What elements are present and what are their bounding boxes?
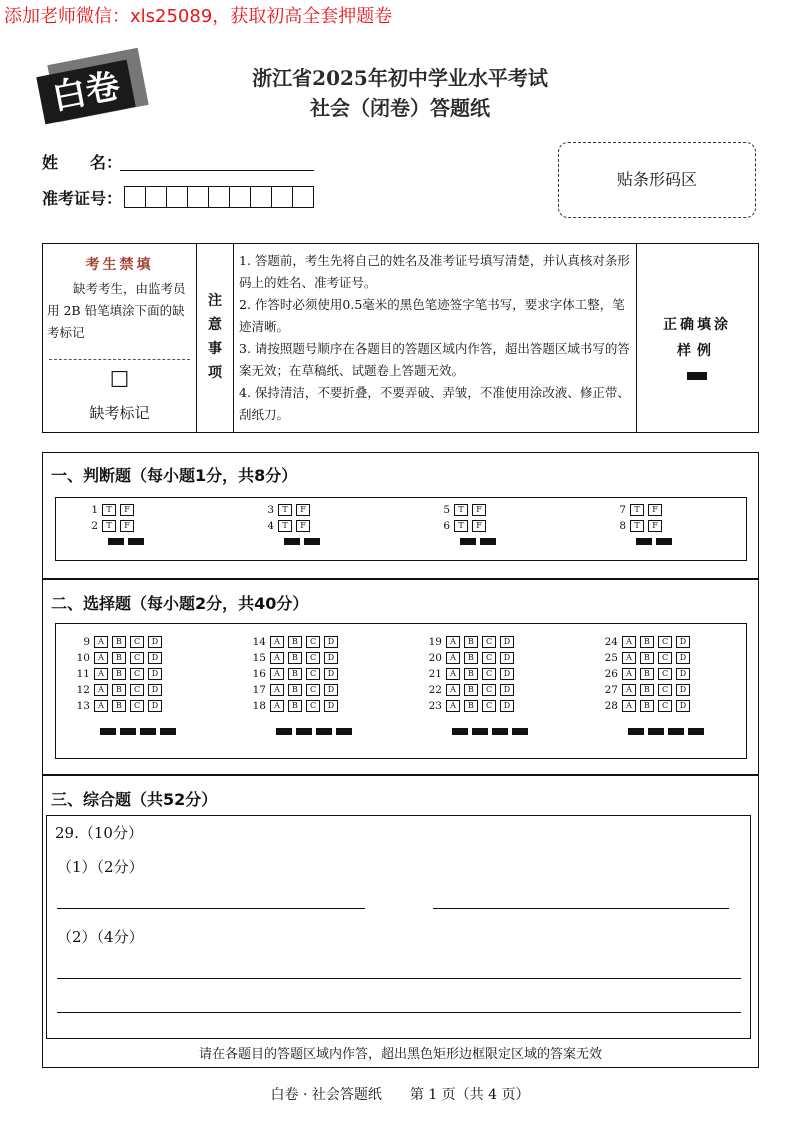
question-number: 8 xyxy=(619,520,626,532)
mc-question-row xyxy=(422,652,518,664)
notes-title: 注意事项 xyxy=(208,293,222,381)
mc-question-row xyxy=(422,668,518,680)
answer-bubble[interactable]: F xyxy=(472,504,486,516)
mc-question-row xyxy=(70,652,166,664)
answer-bubble[interactable]: F xyxy=(296,504,310,516)
question-number: 27 xyxy=(604,684,618,696)
answer-bubble[interactable]: C xyxy=(658,668,672,680)
answer-bubble[interactable]: B xyxy=(464,684,478,696)
answer-bubble[interactable]: A xyxy=(94,700,108,712)
answer-bubble[interactable]: A xyxy=(446,700,460,712)
answer-bubble[interactable]: B xyxy=(464,652,478,664)
answer-bubble[interactable]: B xyxy=(464,700,478,712)
question-number: 23 xyxy=(428,700,442,712)
answer-bubble[interactable]: B xyxy=(288,668,302,680)
answer-bubble[interactable]: B xyxy=(288,684,302,696)
boundary-note: 请在各题目的答题区域内作答，超出黑色矩形边框限定区域的答案无效 xyxy=(198,1047,602,1062)
answer-bubble[interactable]: C xyxy=(130,636,144,648)
mc-question-row xyxy=(70,668,166,680)
mc-question-row xyxy=(422,684,518,696)
answer-bubble[interactable]: C xyxy=(306,652,320,664)
q29-part2-line-b[interactable] xyxy=(57,1012,741,1013)
answer-bubble[interactable]: B xyxy=(640,684,654,696)
question-number: 1 xyxy=(91,504,98,516)
answer-bubble[interactable]: B xyxy=(288,700,302,712)
answer-bubble[interactable]: F xyxy=(120,504,134,516)
q29-answer-box xyxy=(46,815,751,1039)
answer-bubble[interactable]: A xyxy=(446,668,460,680)
timing-marks xyxy=(276,728,356,735)
tf-question-row xyxy=(606,520,666,532)
answer-bubble[interactable]: B xyxy=(640,636,654,648)
answer-bubble[interactable]: C xyxy=(306,684,320,696)
answer-bubble[interactable]: B xyxy=(288,652,302,664)
answer-bubble[interactable]: T xyxy=(102,504,116,516)
answer-bubble[interactable]: D xyxy=(324,668,338,680)
answer-bubble[interactable]: A xyxy=(270,700,284,712)
question-number: 13 xyxy=(76,700,90,712)
answer-bubble[interactable]: D xyxy=(500,700,514,712)
answer-bubble[interactable]: D xyxy=(324,652,338,664)
timing-marks xyxy=(636,538,676,545)
question-number: 5 xyxy=(443,504,450,516)
question-number: 21 xyxy=(428,668,442,680)
section1-title: 一、判断题（每小题1分，共8分） xyxy=(51,466,298,485)
q29-part1-line-a[interactable] xyxy=(57,908,365,909)
question-number: 17 xyxy=(252,684,266,696)
mc-question-row xyxy=(70,684,166,696)
notes-list xyxy=(239,250,631,426)
question-number: 14 xyxy=(252,636,266,648)
mc-question-row xyxy=(246,668,342,680)
answer-bubble[interactable]: C xyxy=(482,684,496,696)
answer-bubble[interactable]: D xyxy=(676,636,690,648)
answer-bubble[interactable]: D xyxy=(148,684,162,696)
answer-bubble[interactable]: D xyxy=(148,668,162,680)
answer-bubble[interactable]: D xyxy=(324,700,338,712)
section-true-false xyxy=(42,452,759,580)
question-number: 25 xyxy=(604,652,618,664)
answer-bubble[interactable]: T xyxy=(454,504,468,516)
id-number-boxes[interactable] xyxy=(124,186,314,208)
sample-sub: 样例 xyxy=(677,343,717,359)
answer-bubble[interactable]: F xyxy=(648,504,662,516)
mc-question-row xyxy=(598,652,694,664)
mc-question-row xyxy=(422,636,518,648)
answer-bubble[interactable]: D xyxy=(500,684,514,696)
absent-label: 缺考标记 xyxy=(89,404,150,422)
answer-bubble[interactable]: A xyxy=(270,652,284,664)
answer-bubble[interactable]: C xyxy=(306,700,320,712)
question-number: 19 xyxy=(428,636,442,648)
answer-bubble[interactable]: A xyxy=(94,668,108,680)
answer-bubble[interactable]: D xyxy=(500,668,514,680)
question-number: 10 xyxy=(76,652,90,664)
timing-marks xyxy=(460,538,500,545)
tf-answer-grid xyxy=(55,497,747,561)
answer-bubble[interactable]: A xyxy=(270,636,284,648)
note-1: 1. 答题前，考生先将自己的姓名及准考证号填写清楚，并认真核对条形码上的姓名、准考证号。 xyxy=(239,253,630,290)
answer-bubble[interactable]: A xyxy=(622,668,636,680)
answer-bubble[interactable]: B xyxy=(112,652,126,664)
answer-bubble[interactable]: C xyxy=(306,636,320,648)
answer-bubble[interactable]: A xyxy=(270,684,284,696)
answer-bubble[interactable]: F xyxy=(120,520,134,532)
answer-bubble[interactable]: A xyxy=(446,652,460,664)
timing-marks xyxy=(452,728,532,735)
tf-question-row xyxy=(430,520,490,532)
answer-bubble[interactable]: A xyxy=(94,636,108,648)
answer-bubble[interactable]: B xyxy=(112,668,126,680)
answer-bubble[interactable]: C xyxy=(130,668,144,680)
question-number: 28 xyxy=(604,700,618,712)
tf-question-row xyxy=(78,504,138,516)
tf-question-row xyxy=(254,504,314,516)
name-label: 姓 名： xyxy=(42,153,123,172)
timing-marks xyxy=(628,728,708,735)
answer-bubble[interactable]: B xyxy=(640,652,654,664)
section-comprehensive xyxy=(42,774,759,1068)
answer-bubble[interactable]: B xyxy=(464,668,478,680)
mc-question-row xyxy=(246,652,342,664)
tf-question-row xyxy=(430,504,490,516)
mc-question-row xyxy=(246,684,342,696)
answer-bubble[interactable]: C xyxy=(306,668,320,680)
answer-bubble[interactable]: D xyxy=(500,636,514,648)
answer-bubble[interactable]: B xyxy=(112,684,126,696)
name-field[interactable] xyxy=(120,156,314,171)
answer-bubble[interactable]: A xyxy=(622,636,636,648)
answer-bubble[interactable]: T xyxy=(278,504,292,516)
q29-part1-label: （1）（2分） xyxy=(57,858,144,876)
answer-bubble[interactable]: C xyxy=(658,684,672,696)
timing-marks xyxy=(100,728,180,735)
answer-bubble[interactable]: T xyxy=(102,520,116,532)
question-number: 7 xyxy=(619,504,626,516)
question-number: 12 xyxy=(76,684,90,696)
mc-answer-grid xyxy=(55,623,747,759)
answer-bubble[interactable]: C xyxy=(130,652,144,664)
question-number: 6 xyxy=(443,520,450,532)
section3-title: 三、综合题（共52分） xyxy=(51,790,218,809)
question-number: 24 xyxy=(604,636,618,648)
answer-bubble[interactable]: C xyxy=(658,700,672,712)
sample-title: 正确填涂 xyxy=(663,317,731,333)
mc-question-row xyxy=(246,700,342,712)
note-4: 4. 保持清洁，不要折叠，不要弄破、弄皱，不准使用涂改液、修正带、刮纸刀。 xyxy=(239,385,630,422)
mc-question-row xyxy=(246,636,342,648)
answer-bubble[interactable]: F xyxy=(296,520,310,532)
answer-bubble[interactable]: D xyxy=(148,700,162,712)
tf-question-row xyxy=(254,520,314,532)
mc-question-row xyxy=(598,684,694,696)
question-number: 15 xyxy=(252,652,266,664)
answer-bubble[interactable]: C xyxy=(482,700,496,712)
question-number: 22 xyxy=(428,684,442,696)
section-multiple-choice xyxy=(42,578,759,776)
forbidden-text: 缺考考生，由监考员用 2B 铅笔填涂下面的缺考标记 xyxy=(47,281,186,340)
answer-bubble[interactable]: C xyxy=(130,700,144,712)
answer-bubble[interactable]: F xyxy=(648,520,662,532)
forbidden-title: 考生禁填 xyxy=(85,257,154,273)
question-number: 16 xyxy=(252,668,266,680)
q29-part1-line-b[interactable] xyxy=(433,908,729,909)
answer-bubble[interactable]: A xyxy=(94,652,108,664)
answer-bubble[interactable]: D xyxy=(676,700,690,712)
answer-bubble[interactable]: T xyxy=(278,520,292,532)
exam-title: 浙江省2025年初中学业水平考试 xyxy=(252,66,548,90)
question-number: 11 xyxy=(76,668,90,680)
answer-bubble[interactable]: T xyxy=(630,504,644,516)
answer-bubble[interactable]: B xyxy=(640,700,654,712)
answer-bubble[interactable]: A xyxy=(446,684,460,696)
page-footer: 白卷 · 社会答题纸 第 1 页（共 4 页） xyxy=(270,1087,530,1103)
q29-label: 29.（10分） xyxy=(55,824,143,842)
question-number: 4 xyxy=(267,520,274,532)
answer-bubble[interactable]: A xyxy=(270,668,284,680)
answer-bubble[interactable]: D xyxy=(500,652,514,664)
mc-question-row xyxy=(598,700,694,712)
notice-panel xyxy=(42,243,759,433)
answer-bubble[interactable]: D xyxy=(676,652,690,664)
answer-bubble[interactable]: D xyxy=(676,684,690,696)
timing-marks xyxy=(108,538,148,545)
answer-bubble[interactable]: D xyxy=(324,636,338,648)
answer-bubble[interactable]: T xyxy=(630,520,644,532)
answer-bubble[interactable]: B xyxy=(464,636,478,648)
answer-bubble[interactable]: D xyxy=(324,684,338,696)
answer-bubble[interactable]: D xyxy=(148,636,162,648)
mc-question-row xyxy=(70,700,166,712)
question-number: 26 xyxy=(604,668,618,680)
answer-bubble[interactable]: C xyxy=(658,652,672,664)
q29-part2-label: （2）（4分） xyxy=(57,928,144,946)
mc-question-row xyxy=(598,668,694,680)
id-label: 准考证号： xyxy=(42,189,123,208)
mc-question-row xyxy=(70,636,166,648)
answer-bubble[interactable]: B xyxy=(112,636,126,648)
answer-bubble[interactable]: C xyxy=(130,684,144,696)
answer-bubble[interactable]: T xyxy=(454,520,468,532)
question-number: 9 xyxy=(83,636,90,648)
answer-bubble[interactable]: A xyxy=(622,700,636,712)
answer-bubble[interactable]: A xyxy=(622,652,636,664)
answer-bubble[interactable]: C xyxy=(658,636,672,648)
answer-bubble[interactable]: C xyxy=(482,636,496,648)
barcode-area: 贴条形码区 xyxy=(558,142,756,218)
absent-checkbox[interactable]: ☐ xyxy=(109,368,130,393)
answer-bubble[interactable]: B xyxy=(640,668,654,680)
answer-bubble[interactable]: D xyxy=(676,668,690,680)
stamp-logo: 白卷 xyxy=(36,60,135,125)
answer-bubble[interactable]: B xyxy=(112,700,126,712)
question-number: 18 xyxy=(252,700,266,712)
mc-question-row xyxy=(598,636,694,648)
answer-bubble[interactable]: F xyxy=(472,520,486,532)
timing-marks xyxy=(284,538,324,545)
mc-question-row xyxy=(422,700,518,712)
answer-bubble[interactable]: A xyxy=(446,636,460,648)
tf-question-row xyxy=(606,504,666,516)
answer-bubble[interactable]: D xyxy=(148,652,162,664)
sample-fill-mark xyxy=(687,372,707,380)
note-2: 2. 作答时必须使用0.5毫米的黑色笔迹签字笔书写，要求字体工整，笔迹清晰。 xyxy=(239,297,625,334)
question-number: 3 xyxy=(267,504,274,516)
answer-bubble[interactable]: B xyxy=(288,636,302,648)
question-number: 2 xyxy=(91,520,98,532)
question-number: 20 xyxy=(428,652,442,664)
answer-bubble[interactable]: A xyxy=(94,684,108,696)
exam-subtitle: 社会（闭卷）答题纸 xyxy=(310,96,490,120)
tf-question-row xyxy=(78,520,138,532)
watermark-text: 添加老师微信：xls25089，获取初高全套押题卷 xyxy=(4,6,393,27)
answer-bubble[interactable]: C xyxy=(482,652,496,664)
section2-title: 二、选择题（每小题2分，共40分） xyxy=(51,594,309,613)
q29-part2-line-a[interactable] xyxy=(57,978,741,979)
note-3: 3. 请按照题号顺序在各题目的答题区域内作答，超出答题区域书写的答案无效；在草稿纸、试题卷上答题无效。 xyxy=(239,341,630,378)
answer-bubble[interactable]: C xyxy=(482,668,496,680)
answer-bubble[interactable]: A xyxy=(622,684,636,696)
